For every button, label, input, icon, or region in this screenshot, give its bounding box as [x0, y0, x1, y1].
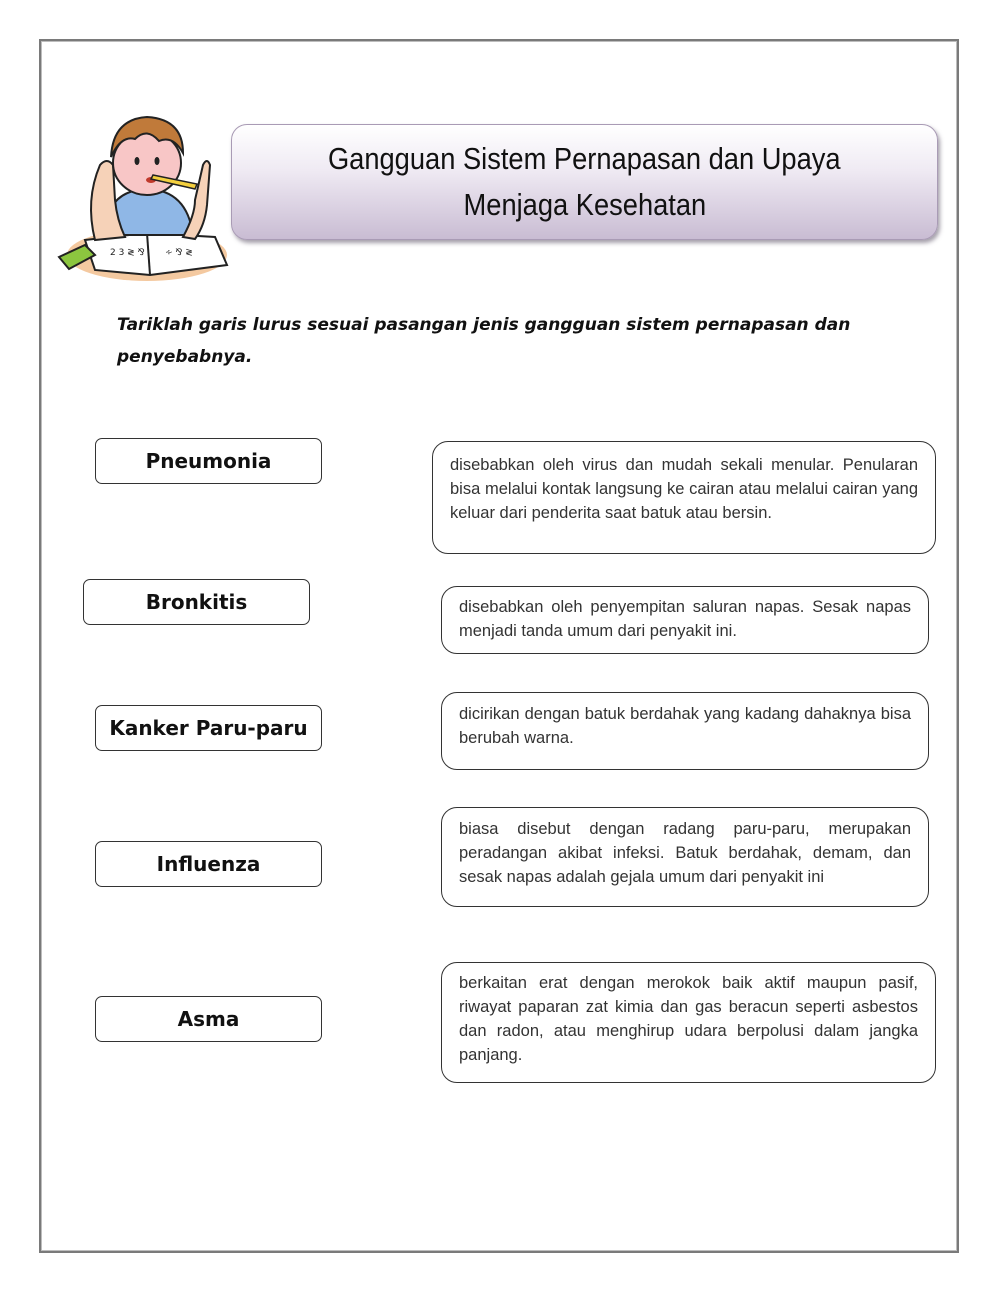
term-asma[interactable]: Asma [95, 996, 322, 1042]
description-4[interactable]: biasa disebut dengan radang paru-paru, merupakan peradangan akibat infeksi. Batuk berdahak, demam, dan sesak napas adalah gejala umum dari penyakit ini [441, 807, 929, 907]
term-influenza[interactable]: Influenza [95, 841, 322, 887]
svg-text:2 3 ≷ ⅋: 2 3 ≷ ⅋ [110, 248, 145, 258]
svg-text:∻ ⅋ ≷: ∻ ⅋ ≷ [165, 248, 193, 258]
description-5[interactable]: berkaitan erat dengan merokok baik aktif maupun pasif, riwayat paparan zat kimia dan gas beracun seperti asbestos dan radon, atau menghirup udara berpolusi dalam jangka panjang. [441, 962, 936, 1083]
term-bronkitis[interactable]: Bronkitis [83, 579, 310, 625]
description-2[interactable]: disebabkan oleh penyempitan saluran napas. Sesak napas menjadi tanda umum dari penyakit ini. [441, 586, 929, 654]
title-line-2: Menjaga Kesehatan [463, 187, 706, 222]
term-kanker-paru-paru[interactable]: Kanker Paru-paru [95, 705, 322, 751]
description-3[interactable]: dicirikan dengan batuk berdahak yang kadang dahaknya bisa berubah warna. [441, 692, 929, 770]
boy-studying-icon [55, 105, 235, 285]
worksheet-title [231, 124, 938, 240]
instruction-text: Tariklah garis lurus sesuai pasangan jenis gangguan sistem pernapasan dan penyebabnya. [117, 315, 851, 367]
term-pneumonia[interactable]: Pneumonia [95, 438, 322, 484]
description-1[interactable]: disebabkan oleh virus dan mudah sekali menular. Penularan bisa melalui kontak langsung ke cairan atau melalui cairan yang keluar dari penderita saat batuk atau bersin. [432, 441, 936, 554]
title-line-1: Gangguan Sistem Pernapasan dan Upaya [328, 141, 841, 176]
